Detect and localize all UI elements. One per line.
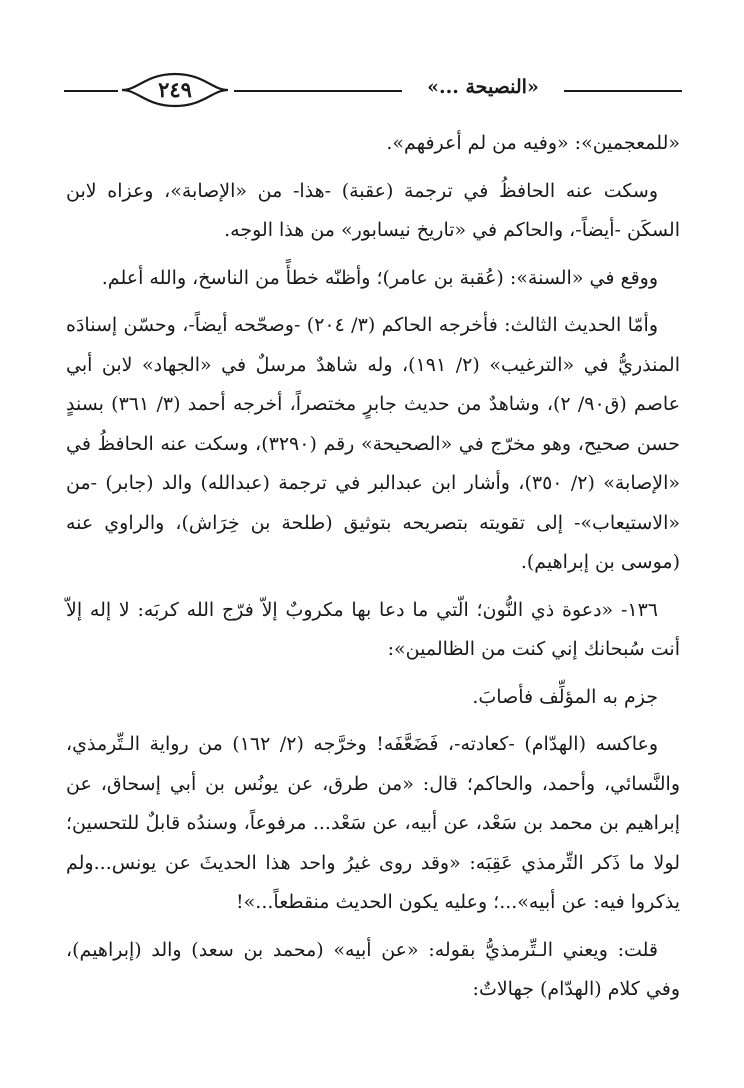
running-title: «النصيحة ...»	[427, 76, 539, 98]
paragraph-sunnah-note: ووقع في «السنة»: (عُقبة بن عامر)؛ وأظنّه خطأً من الناسخ، والله أعلم.	[101, 266, 658, 289]
header-rule-left	[64, 90, 118, 92]
paragraph-third-hadith: وأمّا الحديث الثالث: فأخرجه الحاكم (٣/ ٢٠٤) -وصحّحه أيضاً-، وحسّن إسنادَه المنذريُّ في «الترغيب» (٢/ ١٩١)، وله شاهدٌ مرسلٌ في «الجهاد» لابن أبي عاصم (ق٩٠/ ٢)، وشاهدٌ من حديث جابرٍ مختصراً، أخرجه أحمد (٣/ ٣٦١) بسندٍ حسن صحيح، وهو مخرّج في «الصحيحة» رقم (٣٢٩٠)، وسكت عنه الحافظُ في «الإصابة» (٢/ ٣٥٠)، وأشار ابن عبدالبر في ترجمة (عبدالله) والد (جابر) -من «الاستيعاب»- إلى تقويته بتصريحه بتوثيق (طلحة بن خِرَاش)، والراوي عنه (موسى بن إبراهيم).	[66, 314, 680, 573]
paragraph-hafiz-silence: وسكت عنه الحافظُ في ترجمة (عقبة) -هذا- من «الإصابة»، وعزاه لابن السكَن -أيضاً-، والحاكم في «تاريخ نيسابور» من هذا الوجه.	[66, 179, 680, 241]
header-rule-right	[564, 90, 682, 92]
page-header	[64, 64, 682, 112]
paragraph-author-verdict: جزم به المؤلِّف فأصابَ.	[472, 685, 658, 708]
page-number-frame	[120, 70, 230, 110]
page-number: ٢٤٩	[158, 77, 192, 102]
paragraph-hadith-136: ١٣٦- «دعوة ذي النُّون؛ الّتي ما دعا بها مكروبٌ إلاّ فرّج الله كربَه: لا إله إلاّ أنت سُبحانك إني كنت من الظالمين»:	[66, 598, 680, 660]
page-body	[66, 124, 680, 1018]
paragraph-haddam-critique: وعاكسه (الهدّام) -كعادته-، فَضَعَّفَه! وخرَّجه (٢/ ١٦٢) من رواية الـتِّرمذي، والنَّسائي، وأحمد، والحاكم؛ قال: «من طرق، عن يونُس بن أبي إسحاق، عن إبراهيم بن محمد بن سَعْد، عن أبيه، عن سَعْد... مرفوعاً، وسندُه قابلٌ للتحسين؛ لولا ما ذَكر التِّرمذي عَقِبَه: «وقد روى غيرُ واحد هذا الحديثَ عن يونس...ولم يذكروا فيه: عن أبيه»...؛ وعليه يكون الحديث منقطعاً...»!	[66, 733, 680, 913]
paragraph-quote-end: «للمعجمين»: «وفيه من لم أعرفهم».	[386, 132, 680, 154]
header-rule-middle	[234, 90, 402, 92]
paragraph-conclusion: قلت: ويعني الـتِّرمذيُّ بقوله: «عن أبيه» (محمد بن سعد) والد (إبراهيم)، وفي كلام (الهدّام) جهالاتٌ:	[66, 938, 680, 1000]
